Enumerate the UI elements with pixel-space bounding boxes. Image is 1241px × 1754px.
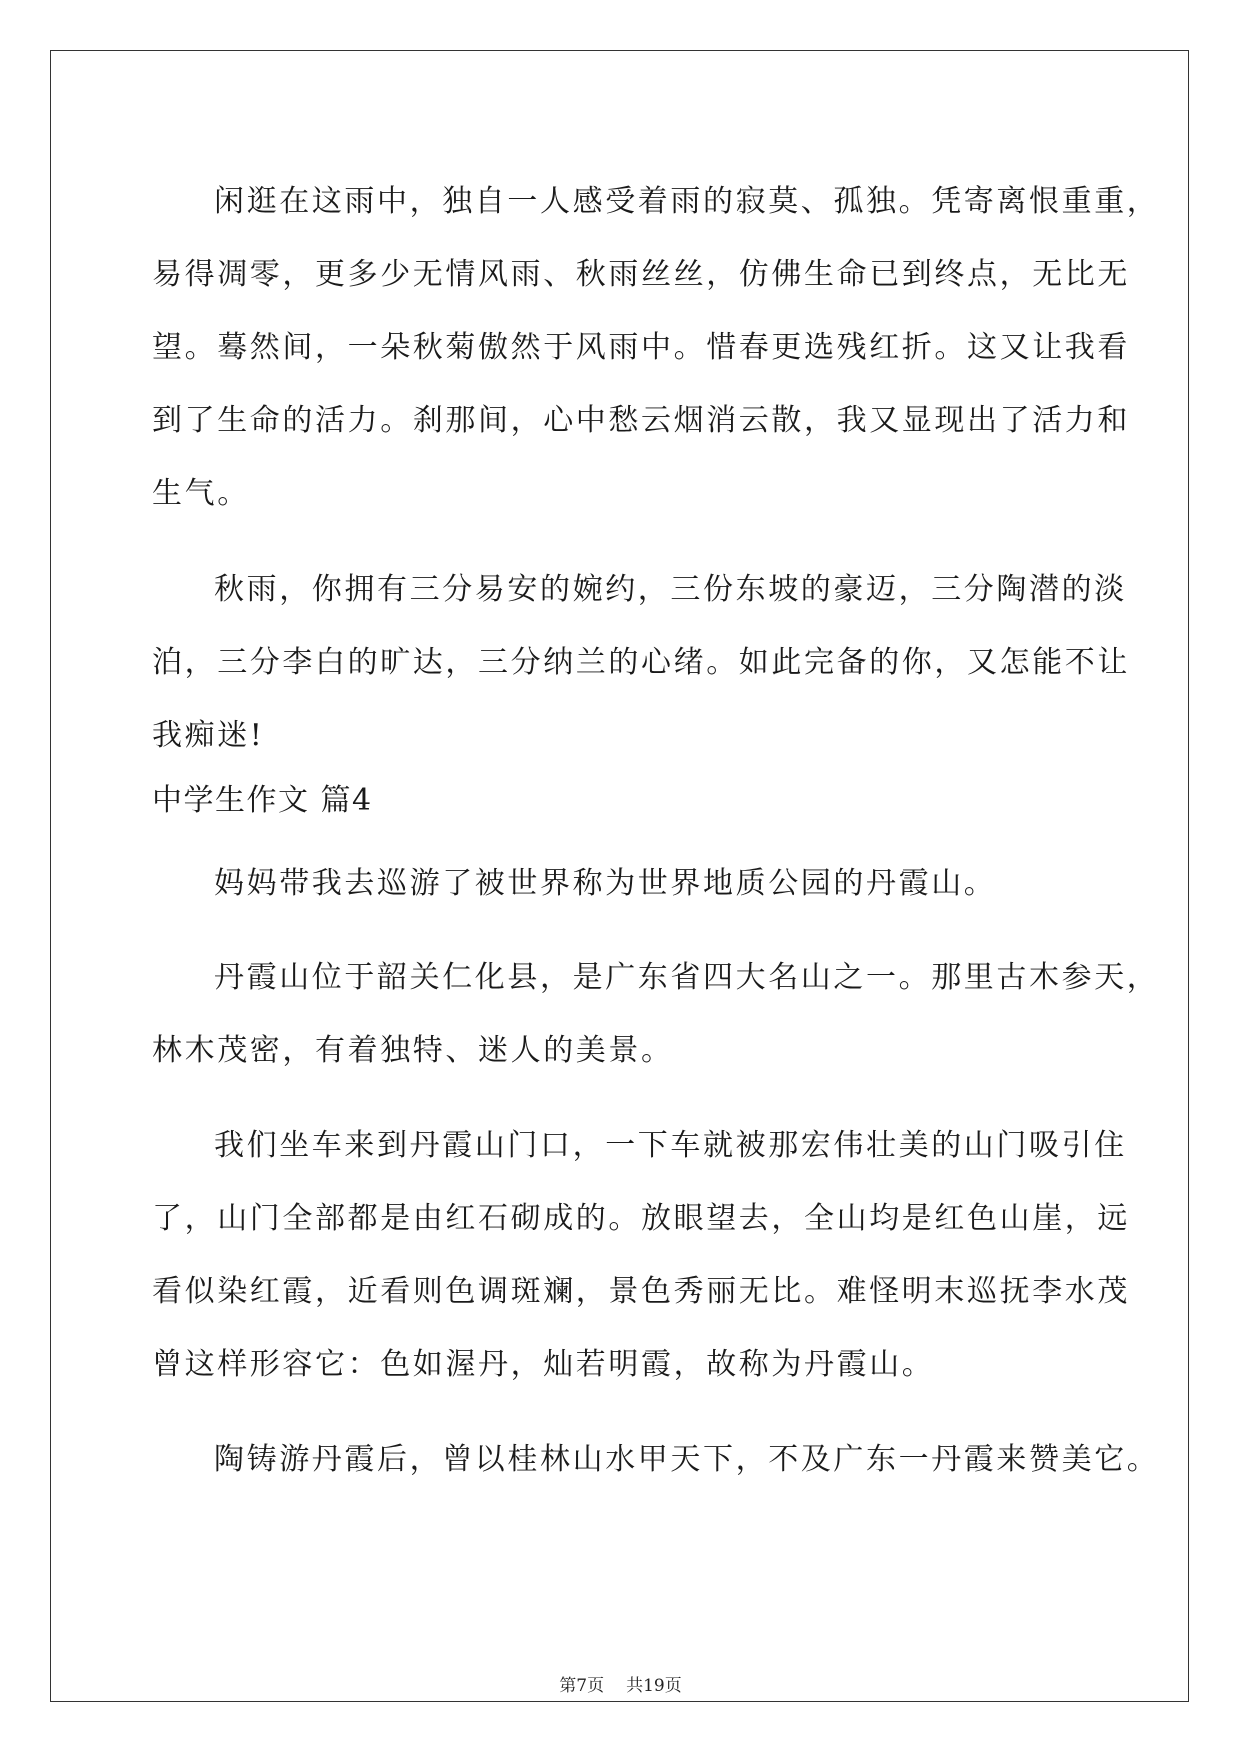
text-line: 望。蓦然间，一朵秋菊傲然于风雨中。惜春更选残红折。这又让我看 [152,330,1130,365]
text-line: 秋雨，你拥有三分易安的婉约，三份东坡的豪迈，三分陶潜的淡 [214,572,1127,607]
text-line: 我痴迷! [152,718,265,753]
text-line: 看似染红霞，近看则色调斑斓，景色秀丽无比。难怪明末巡抚李水茂 [152,1274,1130,1309]
text-line: 闲逛在这雨中，独自一人感受着雨的寂莫、孤独。凭寄离恨重重， [214,184,1160,219]
text-line: 曾这样形容它：色如渥丹，灿若明霞，故称为丹霞山。 [152,1347,935,1382]
text-line: 妈妈带我去巡游了被世界称为世界地质公园的丹霞山。 [214,866,997,901]
text-line: 易得凋零，更多少无情风雨、秋雨丝丝，仿佛生命已到终点，无比无 [152,257,1130,292]
text-line: 了，山门全部都是由红石砌成的。放眼望去，全山均是红色山崖，远 [152,1201,1130,1236]
page-footer [0,1675,1241,1697]
text-line: 生气。 [152,476,250,511]
text-line: 到了生命的活力。刹那间，心中愁云烟消云散，我又显现出了活力和 [152,403,1130,438]
text-line: 丹霞山位于韶关仁化县，是广东省四大名山之一。那里古木参天， [214,960,1160,995]
text-line: 陶铸游丹霞后，曾以桂林山水甲天下，不及广东一丹霞来赞美它。 [214,1442,1160,1477]
text-line: 林木茂密，有着独特、迷人的美景。 [152,1033,674,1068]
text-line: 我们坐车来到丹霞山门口，一下车就被那宏伟壮美的山门吸引住 [214,1128,1127,1163]
section-heading: 中学生作文 篇4 [152,783,373,818]
text-line: 泊，三分李白的旷达，三分纳兰的心绪。如此完备的你，又怎能不让 [152,645,1130,680]
page-total: 共19页 [626,1676,682,1696]
page-number: 第7页 [559,1676,605,1696]
